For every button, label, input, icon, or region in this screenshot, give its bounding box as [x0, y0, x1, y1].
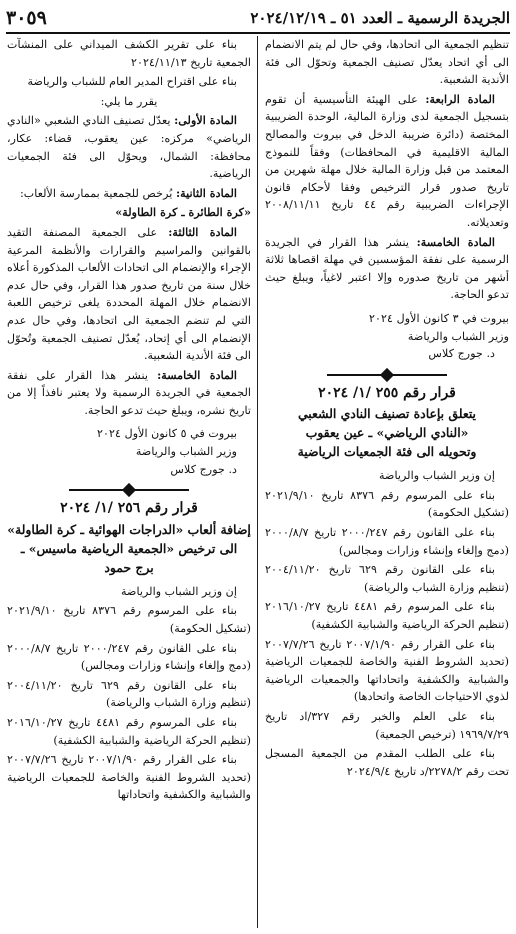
section-divider [69, 484, 189, 496]
page-header [6, 4, 510, 34]
article-label: المادة الرابعة: [425, 91, 495, 106]
right-column [265, 36, 509, 930]
signature-title: وزير الشباب والرياضة [407, 329, 509, 343]
citation: بناء على القانون رقم ٦٢٩ تاريخ ٢٠٠٤/١١/٢٠ (تنظيم وزارة الشباب والرياضة) [265, 563, 509, 594]
decree-title: قرار رقم ٢٥٦ /١/ ٢٠٢٤ [60, 500, 198, 517]
article-text: يُرخص للجمعية بممارسة الألعاب: [19, 186, 173, 200]
citation: بناء على المرسوم رقم ٨٣٧٦ تاريخ ٢٠٢١/٩/١٠ (تشكيل الحكومة) [265, 488, 509, 520]
citation: بناء على القانون رقم ٢٠٠٠/٢٤٧ تاريخ ٢٠٠٠/٨/٧ (دمج وإلغاء وإنشاء وزارات ومجالس) [265, 526, 509, 557]
minister-line: إن وزير الشباب والرياضة [378, 469, 495, 483]
decree-subject-line: برج حمود [104, 559, 154, 575]
citation: بناء على القانون رقم ٦٢٩ تاريخ ٢٠٠٤/١١/٢٠ (تنظيم وزارة الشباب والرياضة) [7, 678, 251, 710]
signature-title: وزير الشباب والرياضة [135, 445, 237, 459]
signature-block [7, 425, 251, 478]
signature-block [265, 310, 509, 363]
signature-date: بيروت في ٥ كانون الأول ٢٠٢٤ [97, 427, 237, 441]
signature-date: بيروت في ٣ كانون الأول ٢٠٢٤ [369, 311, 509, 325]
column-divider [257, 36, 258, 928]
article-text: يعدّل تصنيف النادي الشعبي «النادي الرياضي» مركزه: عين يعقوب، قضاء: عكار، محافظة: الشمال، ويحوّل الى فئة الجمعيات الرياضية. [7, 114, 251, 181]
paragraph: بناء على اقتراح المدير العام للشباب والرياضة [27, 75, 237, 89]
article-label: المادة الخامسة: [416, 234, 495, 249]
article-text: ينشر هذا القرار على نفقة الجمعية في الجريدة الرسمية ولا يعتبر نافذاً إلا من تاريخ نشره، ويبلغ حيث تدعو الحاجة. [7, 368, 251, 417]
article-3 [7, 224, 251, 365]
citation: بناء على المرسوم رقم ٨٣٧٦ تاريخ ٢٠٢١/٩/١٠ (تشكيل الحكومة) [7, 604, 251, 636]
citation: بناء على القانون رقم ٢٠٠٠/٢٤٧ تاريخ ٢٠٠٠/٨/٧ (دمج وإلغاء وإنشاء وزارات ومجالس) [7, 641, 251, 673]
paragraph: تنظيم الجمعية الى اتحادها، وفي حال لم يتم الانضمام الى أي اتحاد يعدّل تصنيف الجمعية وتحوّل الى فئة الأندية الشعبية. [265, 38, 509, 87]
decree-title: قرار رقم ٢٥٥ /١/ ٢٠٢٤ [318, 384, 456, 401]
decides-line: يقرر ما يلي: [100, 94, 158, 108]
left-column [7, 36, 251, 930]
decree-subject-line: وتحويله الى فئة الجمعيات الرياضية [297, 444, 477, 460]
citation: بناء على الطلب المقدم من الجمعية المسجل تحت رقم ٢٢٧٨/٢/د تاريخ ٢٠٢٤/٩/٤ [265, 747, 509, 778]
signature-name: د. جورج كلاس [170, 462, 237, 476]
signature-name: د. جورج كلاس [428, 347, 495, 361]
page-number: ٣٠٥٩ [6, 7, 47, 29]
article-label: المادة الثالثة: [168, 224, 237, 239]
paragraph: بناء على تقرير الكشف الميداني على المنشآت الجمعية تاريخ ٢٠٢٤/١١/١٣ [7, 38, 251, 69]
article-label: المادة الثانية: [175, 185, 237, 200]
article-1 [7, 112, 251, 182]
article-text: ينشر هذا القرار في الجريدة الرسمية على نفقة المؤسسين في مهلة اقصاها ثلاثة أشهر من تاريخ صدوره وإلا اعتبر لاغياً، ويبلغ حيث تدعو الحاجة. [265, 235, 509, 302]
decree-subject-line: «النادي الرياضي» ـ عين يعقوب [305, 425, 469, 441]
citation: بناء على القرار رقم ٢٠٠٧/١/٩٠ تاريخ ٢٠٠٧/٧/٢٦ (تحديد الشروط الفنية والخاصة للجمعيات الرياضية والشبابية والكشفية واتحاداتها والجمعيات الرياضية لذوي الاحتياجات الخاصة واتحادها) [265, 637, 509, 704]
article-4 [265, 91, 509, 232]
section-divider [327, 369, 447, 381]
citation: بناء على المرسوم رقم ٤٤٨١ تاريخ ٢٠١٦/١٠/٢٧ (تنظيم الحركة الرياضية والشبابية الكشفية) [265, 600, 509, 632]
gazette-title: الجريدة الرسمية ـ العدد ٥١ ـ ٢٠٢٤/١٢/١٩ [250, 9, 510, 27]
article-text: على الجمعية المصنفة التقيد بالقوانين والمراسيم والقرارات والأنظمة المرعية الإجراء والإنضمام الى اتحادات الألعاب المذكورة أعلاه خلال سنة من تاريخ صدور هذا القرار، وفي حال عدم الانضمام خلال المهلة المحددة يلغى ترخيص اللعبة التي لم تنضم الجمعية الى اتحادها، وفي حال عدم الإنضمام الى أي إتحاد، يُعدّل تصنيف الجمعية وتُحوّل الى فئة الأندية الشعبية. [7, 225, 251, 363]
citation: بناء على المرسوم رقم ٤٤٨١ تاريخ ٢٠١٦/١٠/٢٧ (تنظيم الحركة الرياضية والشبابية الكشفية) [7, 716, 251, 747]
article-text: على الهيئة التأسيسية أن تقوم بتسجيل الجمعية لدى وزارة المالية، الوحدة الضريبية المختصة (دائرة ضريبة الدخل في بيروت والمصالح المالية الاقليمية في المحافظات) وفقاً للنموذج المعتمد من قبل وزارة المالية خلال مهلة شهرين من تاريخ صدور قرار الترخيص وفقا لأحكام قانون الإجراءات الضريبية رقم ٤٤ تاريخ ٢٠٠٨/١١/١١ وتعديلاته. [265, 92, 509, 229]
article-5 [7, 367, 251, 420]
article-label: المادة الأولى: [174, 113, 238, 128]
decree-subject-line: الى ترخيص «الجمعية الرياضية ماسيس» ـ [20, 540, 238, 556]
decree-subject-line: إضافة ألعاب «الدراجات الهوائية ـ كرة الطاولة» [7, 521, 251, 537]
decree-subject-line: يتعلق بإعادة تصنيف النادي الشعبي [297, 406, 477, 422]
minister-line: إن وزير الشباب والرياضة [120, 584, 237, 598]
article-label: المادة الخامسة: [157, 367, 237, 382]
article-2 [7, 185, 251, 203]
licensed-games: «كرة الطائرة ـ كرة الطاولة» [115, 205, 251, 220]
citation: بناء على العلم والخبر رقم ٣٢٧/اد تاريخ ١٩٦٩/٧/٢٩ (ترخيص الجمعية) [265, 710, 509, 741]
citation: بناء على القرار رقم ٢٠٠٧/١/٩٠ تاريخ ٢٠٠٧/٧/٢٦ (تحديد الشروط الفنية والخاصة للجمعيات الرياضية والشبابية والكشفية واتحاداتها [7, 753, 251, 802]
article-5 [265, 234, 509, 304]
